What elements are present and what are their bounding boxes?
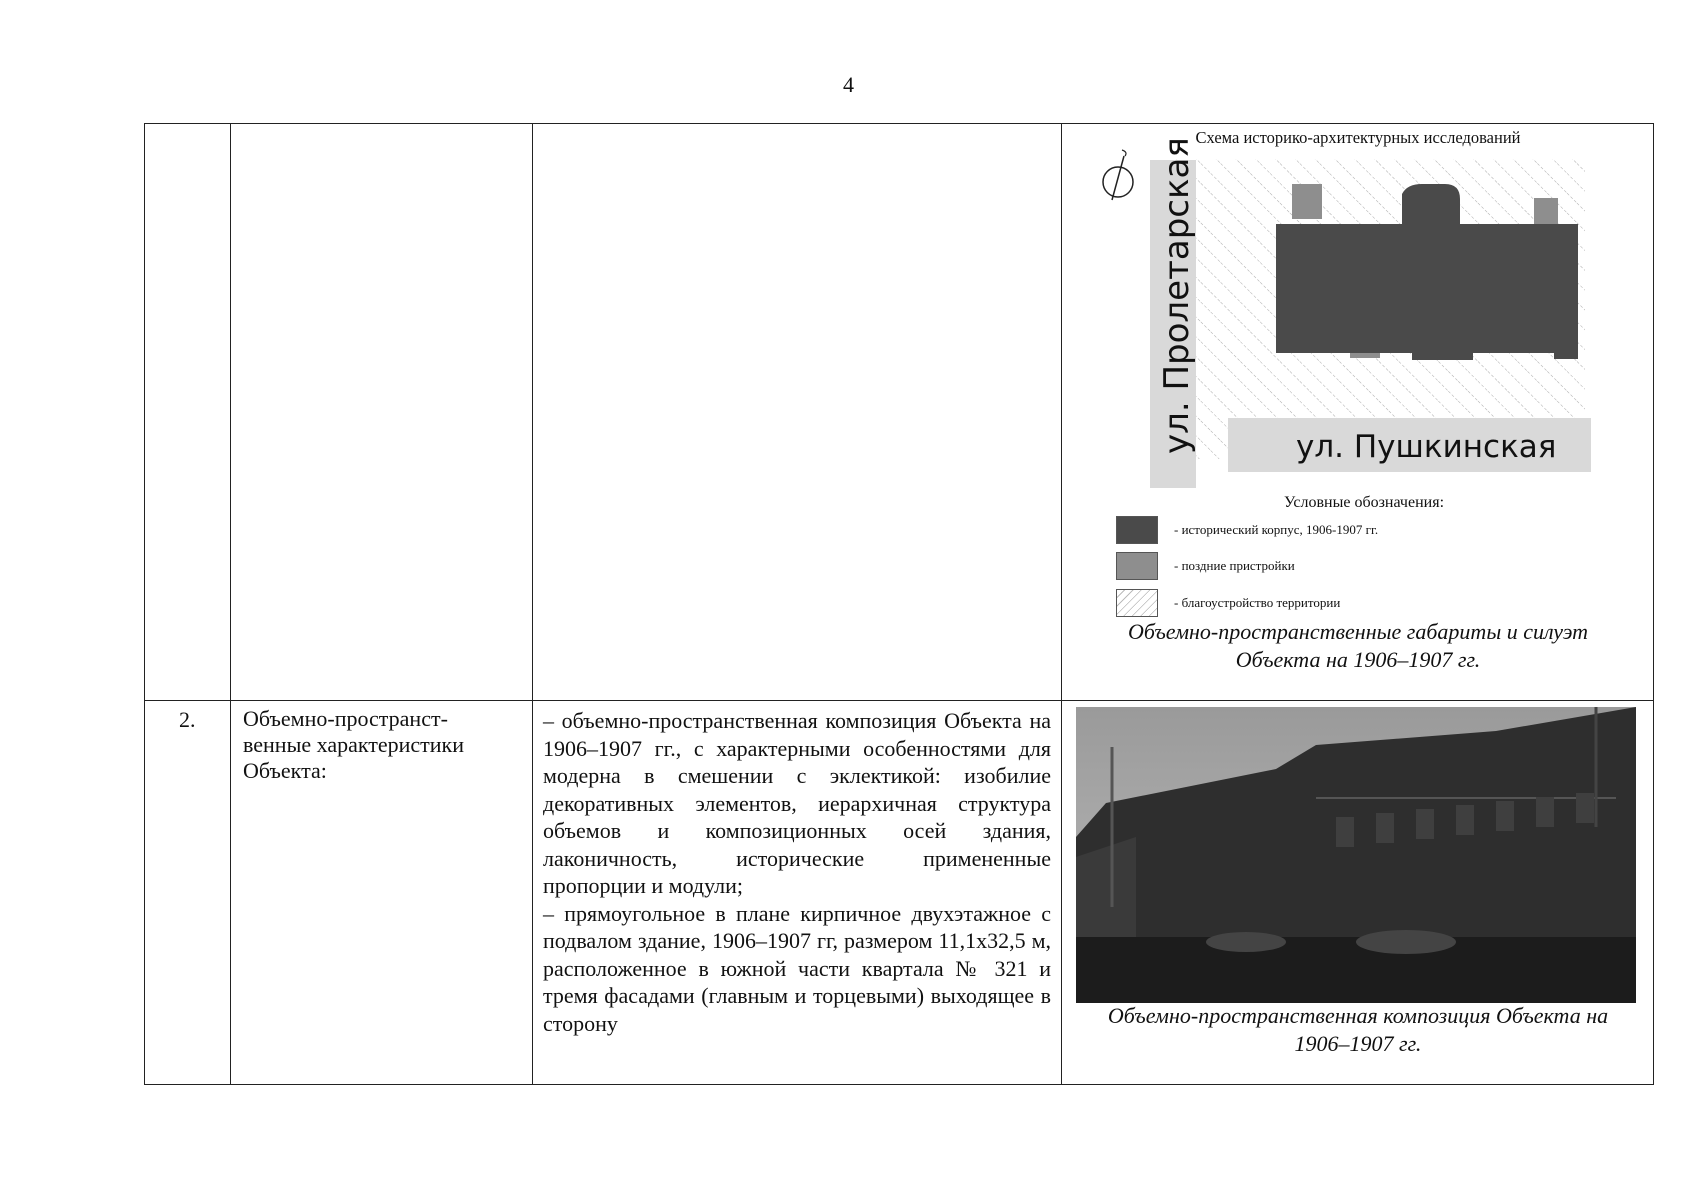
characteristic-cell [231,124,533,701]
illustration-cell [1062,124,1654,701]
legend-swatch [1116,589,1158,617]
legend-item-later [1116,552,1295,580]
table-row [145,701,1654,1085]
description-paragraph: – объемно-пространственная композиция Объекта на 1906–1907 гг., с характерными особенностями для модерна в смешении с эклектикой: изобилие декоративных элементов, иерархичная структура объемов и композиционных осей здания, лаконичность, исторические примененные пропорции и модули; [543,708,1051,898]
north-arrow-icon [1103,150,1133,200]
legend-swatch [1116,516,1158,544]
later-addition [1534,198,1558,224]
street-label-proletarskaya: ул. Пролетарская [1157,137,1197,454]
later-addition [1292,184,1322,219]
number-cell [145,124,231,701]
legend-title: Условные обозначения: [1283,494,1445,511]
characteristic-cell: Объемно-пространст- венные характеристики Объекта: [231,701,533,1085]
row-number: 2. [145,701,231,1085]
site-scheme [1062,124,1653,700]
legend-item-territory [1116,589,1340,617]
scheme-caption: Объемно-пространственные габариты и силуэт Объекта на 1906–1907 гг. [1127,619,1589,672]
building-photo [1076,707,1636,1003]
photo-caption: Объемно-пространственная композиция Объекта на 1906–1907 гг. [1107,1003,1609,1056]
legend-label: - исторический корпус, 1906-1907 гг. [1174,522,1379,537]
table-row [145,124,1654,701]
description-paragraph: – прямоугольное в плане кирпичное двухэтажное с подвалом здание, 1906–1907 гг, размером 11,1х32,5 м, расположенное в южной части квартала № 321 и тремя фасадами (главным и торцевыми) выходящее в сторону [543,900,1051,1036]
scheme-title: Схема историко-архитектурных исследований [1195,128,1521,147]
legend-swatch [1116,552,1158,580]
legend-label: - благоустройство территории [1174,595,1341,610]
description-cell [533,701,1062,1085]
page-number: 4 [843,72,854,97]
legend-label: - поздние пристройки [1174,558,1295,573]
characteristics-table [144,123,1654,1085]
street-label-pushkinskaya: ул. Пушкинская [1296,429,1557,465]
legend-item-historic [1116,516,1378,544]
photo-cell [1062,701,1654,1085]
description-cell [533,124,1062,701]
site-plan-drawing [1062,124,1654,490]
